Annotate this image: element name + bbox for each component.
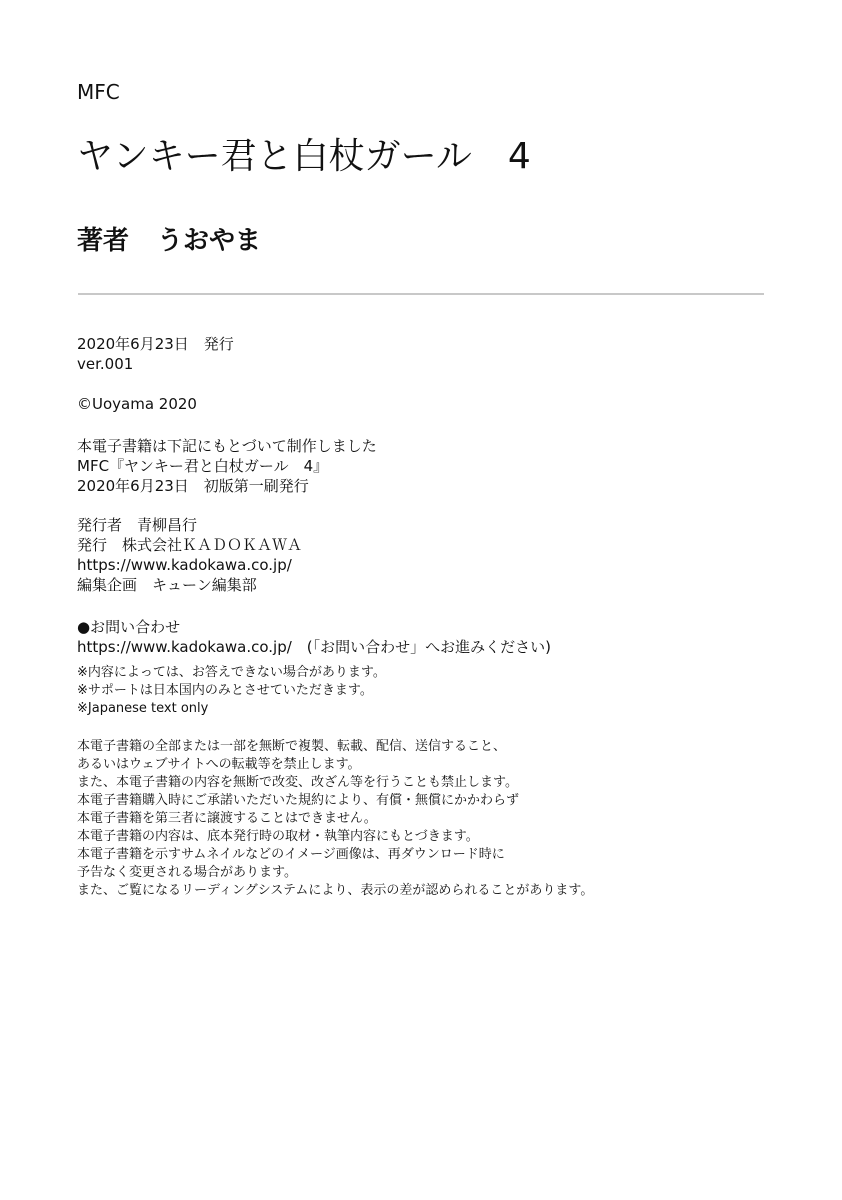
legal-notice-line: 本電子書籍購入時にご承諾いただいた規約により、有償・無償にかかわらず bbox=[77, 793, 520, 808]
publisher-company: 発行 株式会社ＫＡＤＯＫＡＷＡ bbox=[77, 536, 303, 554]
legal-notice-line: あるいはウェブサイトへの転載等を禁止します。 bbox=[77, 757, 361, 772]
inquiry-heading: ●お問い合わせ bbox=[77, 618, 181, 636]
inquiry-block bbox=[77, 617, 551, 657]
legal-notice-line: 本電子書籍の全部または一部を無断で複製、転載、配信、送信すること、 bbox=[77, 739, 507, 754]
inquiry-url: https://www.kadokawa.co.jp/ (「お問い合わせ」へお進みください) bbox=[77, 638, 551, 656]
legal-notice-block bbox=[77, 738, 593, 900]
inquiry-note: ※サポートは日本国内のみとさせていただきます。 bbox=[77, 683, 373, 698]
book-volume: 4 bbox=[507, 136, 531, 177]
legal-notice-line: 本電子書籍を第三者に譲渡することはできません。 bbox=[77, 811, 377, 826]
inquiry-notes bbox=[77, 664, 386, 718]
publisher-url: https://www.kadokawa.co.jp/ bbox=[77, 556, 292, 574]
copyright-block bbox=[77, 394, 197, 414]
legal-notice-line: また、本電子書籍の内容を無断で改変、改ざん等を行うことも禁止します。 bbox=[77, 775, 518, 790]
source-line-3: 2020年6月23日 初版第一刷発行 bbox=[77, 477, 309, 495]
author-name: うおやま bbox=[157, 226, 262, 256]
inquiry-note: ※内容によっては、お答えできない場合があります。 bbox=[77, 665, 386, 680]
copyright-text: ©Uoyama 2020 bbox=[77, 395, 197, 413]
legal-notice-line: 本電子書籍の内容は、底本発行時の取材・執筆内容にもとづきます。 bbox=[77, 829, 479, 844]
publication-date: 2020年6月23日 発行 bbox=[77, 335, 234, 353]
publisher-issuer: 発行者 青柳昌行 bbox=[77, 516, 198, 534]
legal-notice-line: 予告なく変更される場合があります。 bbox=[77, 865, 297, 880]
source-block bbox=[77, 436, 377, 496]
source-line-1: 本電子書籍は下記にもとづいて制作しました bbox=[77, 437, 377, 455]
author-label: 著者 bbox=[77, 226, 130, 256]
divider-rule bbox=[78, 293, 764, 295]
legal-notice-line: また、ご覧になるリーディングシステムにより、表示の差が認められることがあります。 bbox=[77, 883, 594, 898]
series-label: MFC bbox=[77, 80, 120, 104]
book-title-main: ヤンキー君と白杖ガール bbox=[77, 136, 472, 177]
publication-block bbox=[77, 334, 234, 374]
publisher-editor: 編集企画 キューン編集部 bbox=[77, 576, 257, 594]
author-line bbox=[77, 223, 261, 259]
book-title bbox=[77, 133, 531, 181]
inquiry-note: ※Japanese text only bbox=[77, 701, 209, 716]
publisher-block bbox=[77, 515, 302, 595]
version-number: ver.001 bbox=[77, 355, 134, 373]
legal-notice-line: 本電子書籍を示すサムネイルなどのイメージ画像は、再ダウンロード時に bbox=[77, 847, 505, 862]
source-line-2: MFC『ヤンキー君と白杖ガール 4』 bbox=[77, 457, 329, 475]
